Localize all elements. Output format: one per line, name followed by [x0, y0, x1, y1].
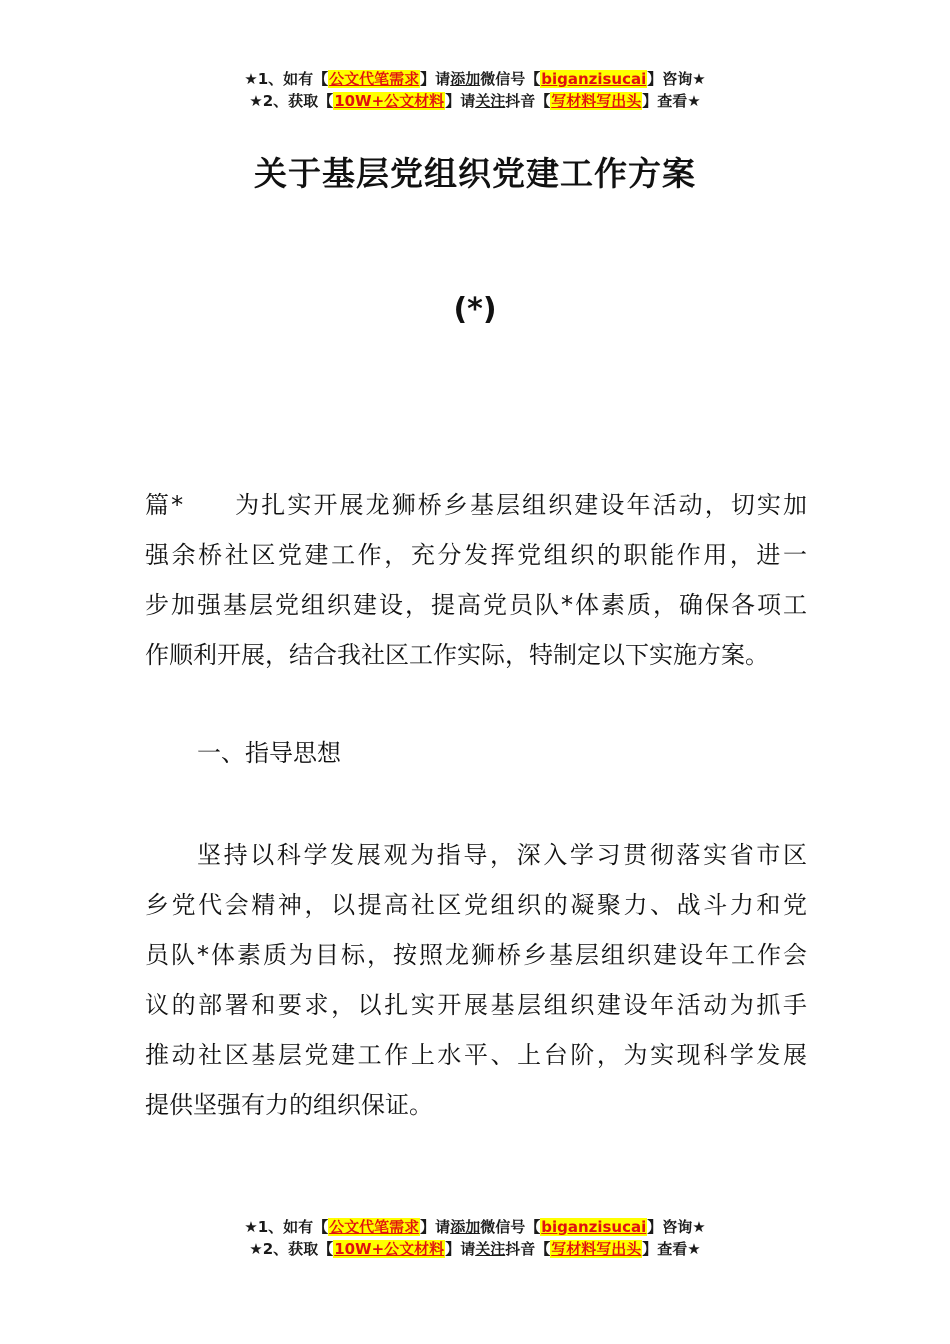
banner-underline: 关注: [475, 1240, 506, 1258]
paragraph-guiding: [145, 830, 807, 1130]
banner-underline: 添加: [450, 70, 481, 88]
banner-text: 抖音【: [505, 92, 551, 110]
banner-highlight: biganzisucai: [541, 1218, 647, 1236]
banner-text: 】咨询★: [647, 70, 706, 88]
document-subtitle: (*): [453, 292, 497, 327]
document-title: 关于基层党组织党建工作方案: [254, 154, 696, 193]
banner-text: ★1、如有【: [244, 70, 329, 88]
banner-text: 】查看★: [642, 1240, 701, 1258]
paragraph-line: 作顺利开展，结合我社区工作实际，特制定以下实施方案。: [145, 641, 769, 669]
paragraph-line: 强余桥社区党建工作，充分发挥党组织的职能作用，进一: [145, 541, 807, 569]
banner-text: 抖音【: [505, 1240, 551, 1258]
banner-highlight: 写材料写出头: [551, 92, 642, 110]
banner-highlight: 写材料写出头: [551, 1240, 642, 1258]
banner-highlight: 公文代笔需求: [329, 1218, 420, 1236]
banner-highlight: 公文代笔需求: [329, 70, 420, 88]
section-heading-text: 一、指导思想: [197, 739, 341, 767]
banner-text: 】请: [445, 1240, 476, 1258]
paragraph-line: 乡党代会精神，以提高社区党组织的凝聚力、战斗力和党: [145, 891, 807, 919]
banner-text: 微信号【: [480, 70, 541, 88]
banner-text: ★2、获取【: [249, 1240, 334, 1258]
banner-highlight: biganzisucai: [541, 70, 647, 88]
banner-text: 】请: [420, 70, 451, 88]
banner-text: 微信号【: [480, 1218, 541, 1236]
top-banner: [0, 68, 950, 112]
paragraph-line: 议的部署和要求，以扎实开展基层组织建设年活动为抓手: [145, 991, 807, 1019]
banner-text: ★1、如有【: [244, 1218, 329, 1236]
banner-line-1: [0, 68, 950, 90]
paragraph-line: 篇* 为扎实开展龙狮桥乡基层组织建设年活动，切实加: [145, 491, 808, 519]
paragraph-intro: [145, 480, 807, 680]
paragraph-line: 推动社区基层党建工作上水平、上台阶，为实现科学发展: [145, 1041, 807, 1069]
paragraph-line: 步加强基层党组织建设，提高党员队*体素质，确保各项工: [145, 591, 807, 619]
banner-underline: 添加: [450, 1218, 481, 1236]
banner-text: 】请: [420, 1218, 451, 1236]
banner-highlight: 10W+公文材料: [334, 1240, 445, 1258]
banner-line-1: [0, 1216, 950, 1238]
paragraph-line: 提供坚强有力的组织保证。: [145, 1091, 433, 1119]
section-heading: [145, 728, 807, 778]
banner-underline: 关注: [475, 92, 506, 110]
paragraph-lead: 篇*: [145, 491, 184, 519]
paragraph-line: 员队*体素质为目标，按照龙狮桥乡基层组织建设年工作会: [145, 941, 807, 969]
banner-highlight: 10W+公文材料: [334, 92, 445, 110]
banner-line-2: [0, 90, 950, 112]
banner-line-2: [0, 1238, 950, 1260]
bottom-banner: [0, 1216, 950, 1260]
banner-text: 】请: [445, 92, 476, 110]
paragraph-line: 坚持以科学发展观为指导，深入学习贯彻落实省市区: [197, 841, 807, 869]
banner-text: ★2、获取【: [249, 92, 334, 110]
banner-text: 】查看★: [642, 92, 701, 110]
banner-text: 】咨询★: [647, 1218, 706, 1236]
